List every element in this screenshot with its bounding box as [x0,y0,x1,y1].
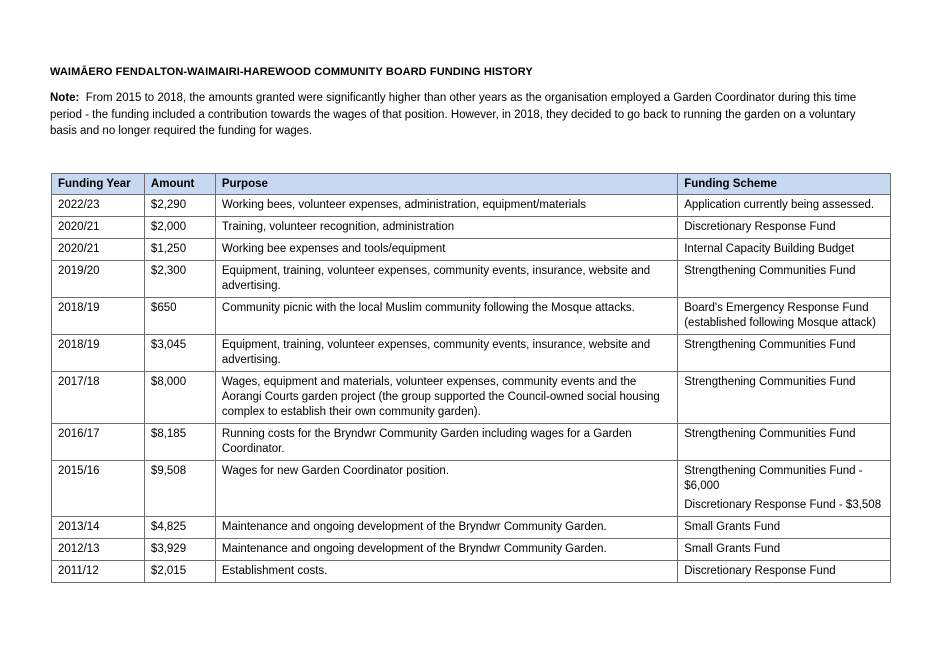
cell-funding-year: 2018/19 [52,335,145,372]
table-row [52,424,891,461]
funding-scheme-text: Application currently being assessed. [684,199,875,211]
cell-purpose: Wages for new Garden Coordinator position. [215,461,677,517]
table-header-row [52,174,891,195]
cell-amount: $2,300 [144,261,215,298]
cell-funding-year: 2012/13 [52,539,145,561]
funding-scheme-text: Strengthening Communities Fund [684,339,856,351]
funding-scheme-text: Small Grants Fund [684,543,781,555]
cell-funding-scheme [678,335,891,372]
cell-amount: $4,825 [144,517,215,539]
cell-funding-scheme [678,261,891,298]
cell-funding-scheme [678,517,891,539]
funding-scheme-text: Strengthening Communities Fund [684,376,856,388]
cell-funding-scheme [678,461,891,517]
cell-purpose: Wages, equipment and materials, volunteer expenses, community events and the Aorangi Courts garden project (the group supported the Council-owned social housing complex to establish their own community garden). [215,372,677,424]
cell-funding-scheme [678,372,891,424]
table-body [52,195,891,583]
cell-funding-year: 2011/12 [52,561,145,583]
table-row [52,195,891,217]
cell-purpose: Maintenance and ongoing development of the Bryndwr Community Garden. [215,517,677,539]
note-paragraph [50,90,880,140]
cell-purpose: Running costs for the Bryndwr Community Garden including wages for a Garden Coordinator. [215,424,677,461]
cell-amount: $8,000 [144,372,215,424]
cell-amount: $8,185 [144,424,215,461]
table-row [52,461,891,517]
document-title: WAIMĀERO FENDALTON-WAIMAIRI-HAREWOOD COMMUNITY BOARD FUNDING HISTORY [50,66,533,78]
cell-amount: $2,015 [144,561,215,583]
cell-funding-year: 2020/21 [52,239,145,261]
table-row [52,261,891,298]
funding-history-table [51,173,891,583]
cell-purpose: Establishment costs. [215,561,677,583]
cell-funding-year: 2020/21 [52,217,145,239]
cell-amount: $2,290 [144,195,215,217]
funding-scheme-text: Discretionary Response Fund [684,221,836,233]
cell-funding-year: 2015/16 [52,461,145,517]
cell-funding-scheme [678,217,891,239]
table-row [52,239,891,261]
cell-purpose: Working bee expenses and tools/equipment [215,239,677,261]
note-label: Note: [50,92,80,104]
cell-purpose: Training, volunteer recognition, administration [215,217,677,239]
funding-scheme-text: Discretionary Response Fund - $3,508 [684,499,882,511]
funding-scheme-text: Strengthening Communities Fund - $6,000 [684,465,863,492]
cell-funding-scheme [678,298,891,335]
cell-amount: $9,508 [144,461,215,517]
funding-scheme-text: Strengthening Communities Fund [684,428,856,440]
table-row [52,217,891,239]
header-funding-scheme: Funding Scheme [678,174,891,195]
table-row [52,372,891,424]
table-row [52,561,891,583]
funding-scheme-text: Internal Capacity Building Budget [684,243,855,255]
funding-scheme-text: Strengthening Communities Fund [684,265,856,277]
cell-funding-year: 2022/23 [52,195,145,217]
cell-funding-scheme [678,561,891,583]
funding-scheme-text: Small Grants Fund [684,521,781,533]
cell-purpose: Maintenance and ongoing development of the Bryndwr Community Garden. [215,539,677,561]
cell-funding-year: 2017/18 [52,372,145,424]
cell-funding-year: 2019/20 [52,261,145,298]
table-row [52,335,891,372]
cell-purpose: Working bees, volunteer expenses, administration, equipment/materials [215,195,677,217]
table-row [52,517,891,539]
header-funding-year: Funding Year [52,174,145,195]
cell-funding-year: 2016/17 [52,424,145,461]
funding-scheme-text: Discretionary Response Fund [684,565,836,577]
cell-amount: $3,929 [144,539,215,561]
cell-funding-scheme [678,539,891,561]
cell-funding-scheme [678,195,891,217]
cell-purpose: Equipment, training, volunteer expenses, community events, insurance, website and advertising. [215,335,677,372]
cell-funding-year: 2018/19 [52,298,145,335]
cell-amount: $650 [144,298,215,335]
cell-purpose: Equipment, training, volunteer expenses, community events, insurance, website and advertising. [215,261,677,298]
header-purpose: Purpose [215,174,677,195]
cell-amount: $1,250 [144,239,215,261]
note-text: From 2015 to 2018, the amounts granted were significantly higher than other years as the organisation employed a Garden Coordinator during this time period - the funding included a contribution towards the wages of that position. However, in 2018, they decided to go back to running the garden on a voluntary basis and no longer required the funding for wages. [50,92,857,137]
cell-funding-year: 2013/14 [52,517,145,539]
header-amount: Amount [144,174,215,195]
cell-funding-scheme [678,239,891,261]
table-row [52,539,891,561]
funding-scheme-text: Board's Emergency Response Fund (established following Mosque attack) [684,302,876,329]
cell-amount: $3,045 [144,335,215,372]
table-row [52,298,891,335]
cell-amount: $2,000 [144,217,215,239]
cell-funding-scheme [678,424,891,461]
cell-purpose: Community picnic with the local Muslim community following the Mosque attacks. [215,298,677,335]
